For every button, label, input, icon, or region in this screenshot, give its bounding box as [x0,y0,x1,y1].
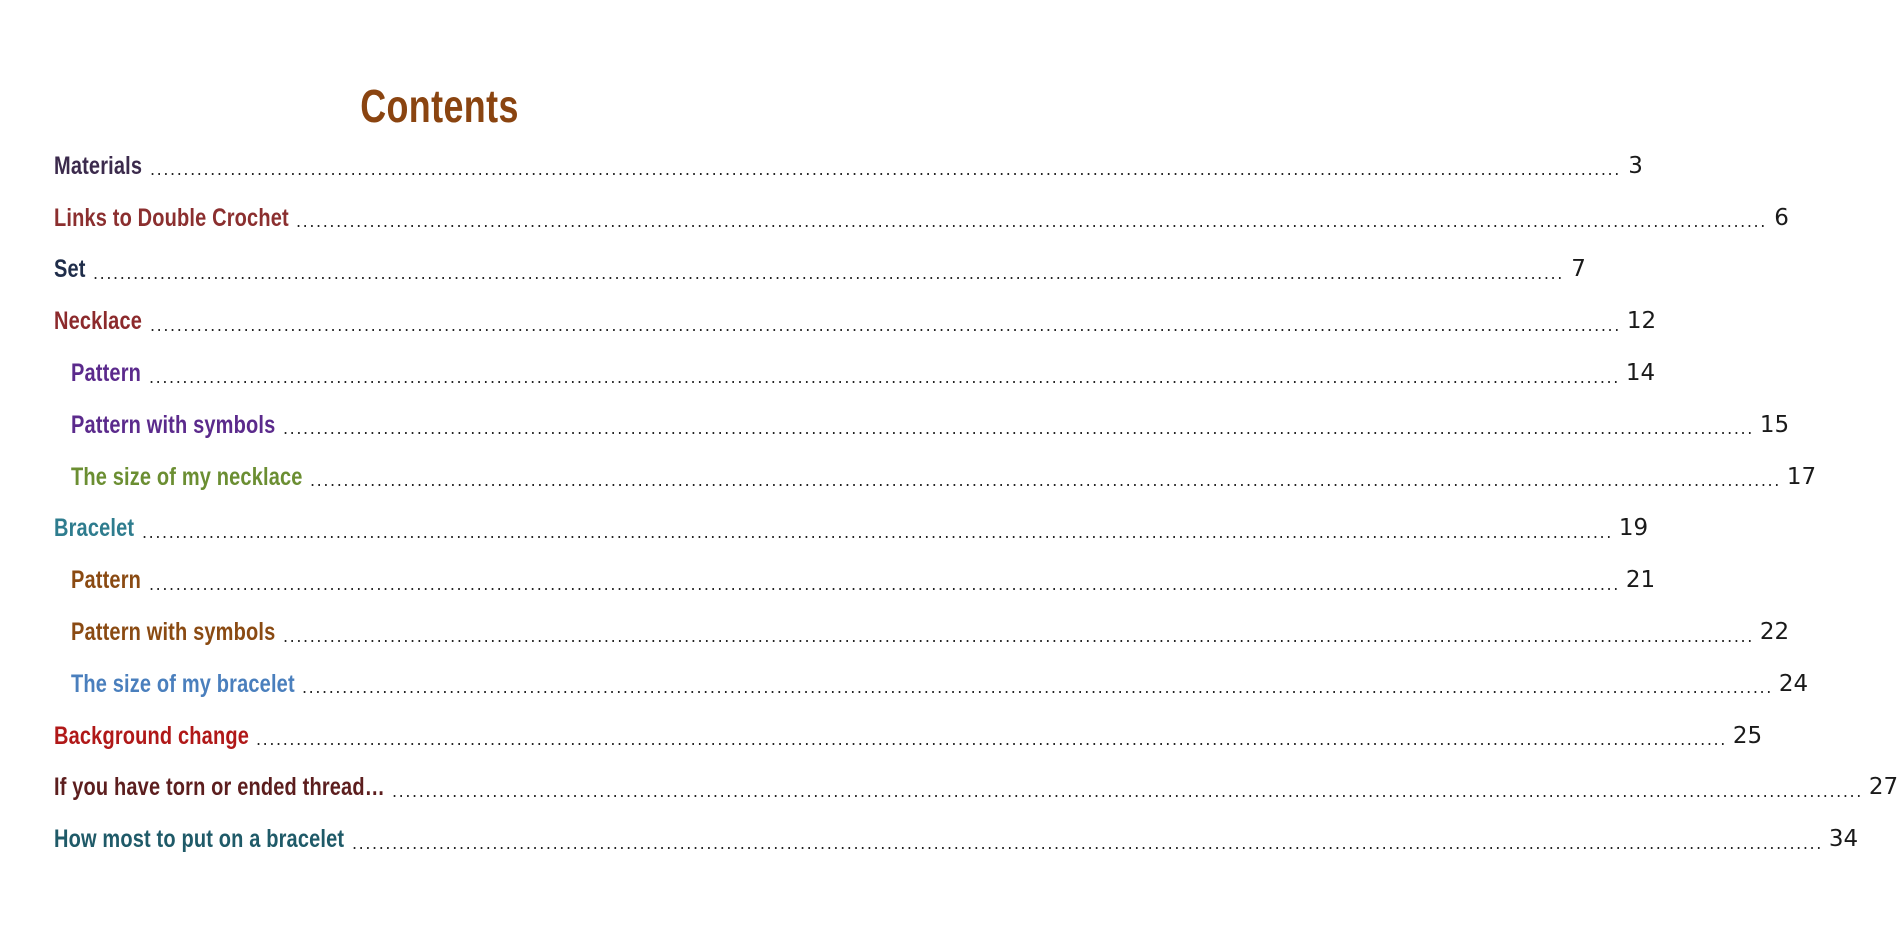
dot-leader: ............................................................................................................................................................................................................................ [150,160,1621,180]
toc-entry-label[interactable]: Pattern with symbols [71,618,276,647]
toc-entry[interactable] [54,347,1656,399]
toc-entry-label[interactable]: If you have torn or ended thread… [54,773,385,802]
toc-entry-label-wrap [54,151,146,181]
toc-entry-label-wrap [71,410,279,440]
toc-entry[interactable] [54,140,1643,192]
toc-entry[interactable] [54,451,1817,503]
toc-entry-label-wrap [71,462,306,492]
toc-page-number: 21 [1625,567,1656,594]
toc-page-number: 24 [1778,670,1809,697]
toc-entry[interactable] [54,244,1586,296]
toc-entry-label-wrap [54,306,146,336]
dot-leader: ............................................................................................................................................................................................................................ [310,471,1781,491]
toc-entry-label-wrap [54,513,138,543]
dot-leader: ............................................................................................................................................................................................................................ [283,419,1754,439]
toc-entry-label-wrap [71,669,298,699]
toc-entry-label-wrap [71,358,145,388]
toc-entry-label-wrap [54,721,252,751]
toc-page-number: 25 [1732,722,1763,749]
toc-entry[interactable] [54,606,1790,658]
toc-page-number: 22 [1759,619,1790,646]
toc-page-number: 15 [1759,411,1790,438]
toc-entry-label[interactable]: The size of my bracelet [71,669,295,698]
toc-entry-label[interactable]: Pattern [71,359,142,388]
toc-entry-label[interactable]: Materials [54,151,143,180]
toc-entry-label[interactable]: The size of my necklace [71,462,303,491]
toc-entry-label[interactable]: How most to put on a bracelet [54,825,345,854]
dot-leader: ............................................................................................................................................................................................................................ [142,522,1613,542]
dot-leader: ............................................................................................................................................................................................................................ [150,315,1621,335]
dot-leader: ............................................................................................................................................................................................................................ [256,730,1727,750]
toc-page-number: 7 [1568,256,1586,282]
toc-page-number: 3 [1625,153,1643,179]
dot-leader: ............................................................................................................................................................................................................................ [283,626,1754,646]
dot-leader: ............................................................................................................................................................................................................................ [93,263,1564,283]
toc-entry[interactable] [54,192,1789,244]
toc-entry[interactable] [54,295,1657,347]
dot-leader: ............................................................................................................................................................................................................................ [149,574,1620,594]
toc-page-number: 6 [1771,205,1789,231]
toc-entry-label-wrap [54,203,292,233]
toc-page-number: 34 [1828,826,1859,853]
toc-entry-label-wrap [71,565,145,595]
toc-entry-label-wrap [71,617,279,647]
toc-entry-label[interactable]: Pattern [71,566,142,595]
toc-entry[interactable] [54,554,1656,606]
toc-entry[interactable] [54,762,1898,814]
toc-page-number: 19 [1618,515,1649,542]
dot-leader: ............................................................................................................................................................................................................................ [302,678,1773,698]
toc-entry[interactable] [54,710,1763,762]
table-of-contents [54,140,1898,865]
toc-page-number: 12 [1626,308,1657,335]
toc-entry-label[interactable]: Links to Double Crochet [54,203,289,232]
dot-leader: ............................................................................................................................................................................................................................ [296,212,1767,232]
toc-entry-label[interactable]: Pattern with symbols [71,410,276,439]
toc-entry[interactable] [54,503,1649,555]
toc-entry-label-wrap [54,824,348,854]
toc-entry-label[interactable]: Necklace [54,307,143,336]
toc-entry-label[interactable]: Set [54,255,86,284]
toc-entry-label-wrap [54,254,89,284]
dot-leader: ............................................................................................................................................................................................................................ [392,781,1863,801]
toc-entry-label[interactable]: Background change [54,721,249,750]
toc-page-number: 14 [1625,360,1656,387]
toc-entry-label-wrap [54,772,388,802]
toc-page-number: 17 [1786,463,1817,490]
page-title: Contents [360,80,519,132]
toc-entry-label[interactable]: Bracelet [54,514,135,543]
toc-entry[interactable] [54,399,1790,451]
toc-page-number: 27 [1868,774,1898,801]
toc-entry[interactable] [54,658,1809,710]
dot-leader: ............................................................................................................................................................................................................................ [149,367,1620,387]
dot-leader: ............................................................................................................................................................................................................................ [352,833,1823,853]
toc-entry[interactable] [54,813,1859,865]
